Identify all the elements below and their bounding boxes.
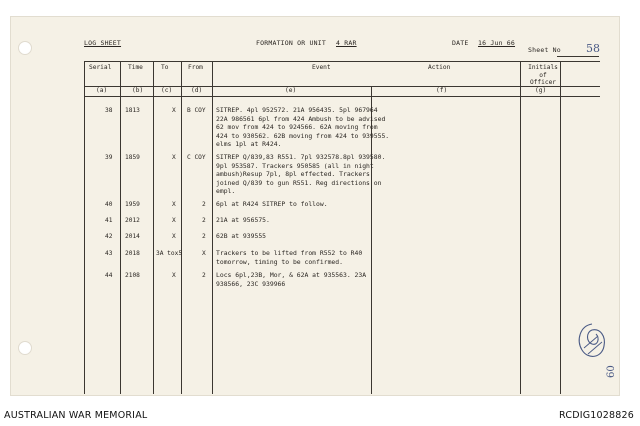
- punch-hole: [18, 41, 32, 55]
- row-39-to: X: [172, 154, 176, 161]
- row-40-to: X: [172, 201, 176, 208]
- formation-value: 4 RAR: [336, 39, 357, 47]
- row-44-from: 2: [202, 272, 206, 279]
- row-40-time: 1959: [125, 201, 140, 208]
- row-41-from: 2: [202, 217, 206, 224]
- row-44-event: Locs 6pl,23B, Mor, & 62A at 935563. 23A 938566, 23C 939966: [216, 271, 367, 288]
- row-38-time: 1813: [125, 107, 140, 114]
- col-rule: [153, 61, 154, 394]
- row-38-event: SITREP. 4pl 952572. 21A 956435. 5pl 967964 22A 986561 6pl from 424 Ambush to be advised 62 mov from 424 to 924566. 62A moving from 424 to 930562. 62B moving from 424 to 939555. elms 1pl at R424.: [216, 106, 390, 149]
- row-39-from: C COY: [187, 154, 206, 161]
- row-39-event: SITREP Q/839,83 R551. 7pl 932578.8pl 939580. 9pl 953587. Trackers 950585 (all in night ambush)Resup 7pl, 8pl effected. Trackers joined Q/839 to gun R551. Reg directions on empl.: [216, 153, 386, 196]
- row-44-serial: 44: [105, 272, 113, 279]
- row-43-event: Trackers to be lifted from R552 to R40 tomorrow, timing to be confirmed.: [216, 249, 363, 266]
- row-44-to: X: [172, 272, 176, 279]
- sheet-no-underline: [557, 56, 599, 57]
- col-rule: [84, 61, 85, 394]
- header-action: Action: [428, 64, 451, 71]
- row-44-time: 2108: [125, 272, 140, 279]
- date-value: 16 Jun 66: [478, 39, 516, 47]
- formation-label: FORMATION OR UNIT: [256, 39, 326, 47]
- row-42-from: 2: [202, 233, 206, 240]
- col-rule: [120, 61, 121, 394]
- letter-g: (g): [535, 87, 547, 94]
- letter-c: (c): [161, 87, 173, 94]
- footer-record-id: RCDIG1028826: [559, 410, 634, 421]
- row-38-to: X: [172, 107, 176, 114]
- row-39-time: 1859: [125, 154, 140, 161]
- row-42-serial: 42: [105, 233, 113, 240]
- row-38-from: B COY: [187, 107, 206, 114]
- row-43-from: X: [202, 250, 206, 257]
- initials-signature: [572, 318, 612, 372]
- row-40-event: 6pl at R424 SITREP to follow.: [216, 200, 328, 208]
- row-41-to: X: [172, 217, 176, 224]
- date-label: DATE: [452, 39, 469, 47]
- letter-a: (a): [96, 87, 108, 94]
- col-rule: [212, 61, 213, 394]
- letter-e: (e): [285, 87, 297, 94]
- row-39-serial: 39: [105, 154, 113, 161]
- header-initials: Initials of Officer: [528, 64, 558, 86]
- row-42-time: 2014: [125, 233, 140, 240]
- letter-f: (f): [436, 87, 448, 94]
- row-43-time: 2018: [125, 250, 140, 257]
- margin-note: 60: [606, 365, 617, 378]
- row-41-event: 21A at 956575.: [216, 216, 270, 224]
- row-42-to: X: [172, 233, 176, 240]
- header-event: Event: [312, 64, 331, 71]
- row-38-serial: 38: [105, 107, 113, 114]
- sheet-no-value: 58: [586, 42, 600, 55]
- row-41-serial: 41: [105, 217, 113, 224]
- row-43-to: 3A tox5: [156, 250, 183, 257]
- punch-hole: [18, 341, 32, 355]
- row-42-event: 62B at 939555: [216, 232, 267, 240]
- table-top-rule: [84, 61, 600, 62]
- col-rule: [560, 61, 561, 394]
- letter-b: (b): [132, 87, 144, 94]
- row-40-serial: 40: [105, 201, 113, 208]
- col-rule: [520, 61, 521, 394]
- sheet-no-label: Sheet No: [528, 46, 561, 54]
- header-serial: Serial: [89, 64, 112, 71]
- header-to: To: [161, 64, 169, 71]
- row-40-from: 2: [202, 201, 206, 208]
- log-sheet-title: LOG SHEET: [84, 39, 122, 47]
- letters-bottom-rule: [84, 96, 600, 97]
- row-41-time: 2012: [125, 217, 140, 224]
- header-time: Time: [128, 64, 143, 71]
- letter-d: (d): [191, 87, 203, 94]
- row-43-serial: 43: [105, 250, 113, 257]
- header-from: From: [188, 64, 203, 71]
- col-rule: [181, 61, 182, 394]
- footer-credit: AUSTRALIAN WAR MEMORIAL: [4, 410, 148, 421]
